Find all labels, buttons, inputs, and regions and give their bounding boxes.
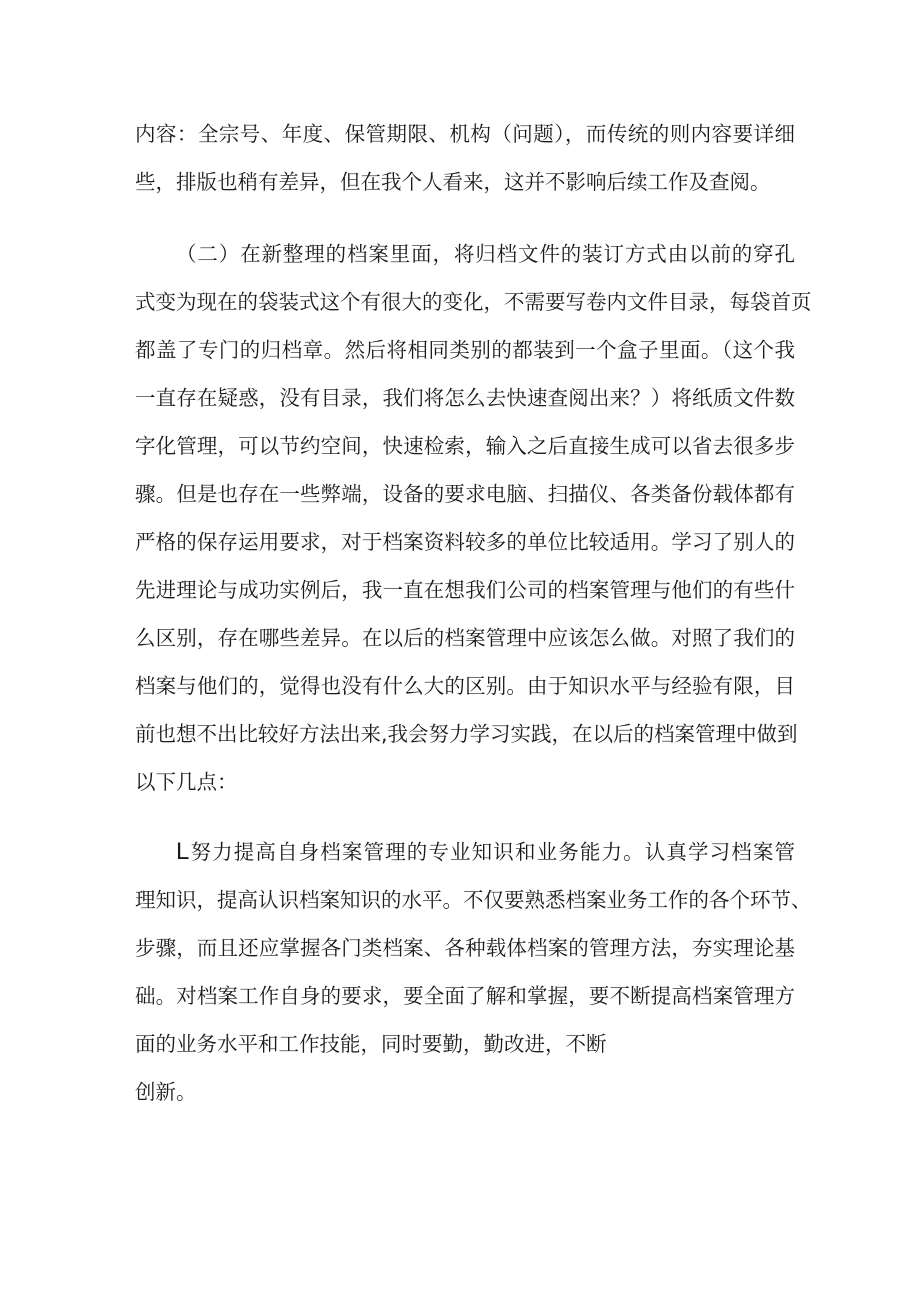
paragraph-2-line-1: （二）在新整理的档案里面，将归档文件的装订方式由以前的穿孔 <box>176 242 795 266</box>
paragraph-3-line-3: 步骤，而且还应掌握各门类档案、各种载体档案的管理方法，夯实理论基 <box>135 936 795 960</box>
paragraph-2-line-9: 么区别，存在哪些差异。在以后的档案管理中应该怎么做。对照了我们的 <box>135 626 795 650</box>
paragraph-3-line-2: 理知识，提高认识档案知识的水平。不仅要熟悉档案业务工作的各个环节、 <box>135 888 812 912</box>
paragraph-2-line-11: 前也想不出比较好方法出来,我会努力学习实践，在以后的档案管理中做到 <box>135 722 798 746</box>
paragraph-2-line-5: 字化管理，可以节约空间，快速检索，输入之后直接生成可以省去很多步 <box>135 434 795 458</box>
paragraph-2-line-10: 档案与他们的，觉得也没有什么大的区别。由于知识水平与经验有限，目 <box>135 674 795 698</box>
paragraph-3-line-1-text: 努力提高自身档案管理的专业知识和业务能力。认真学习档案管 <box>189 840 795 864</box>
paragraph-2-line-4: 一直存在疑惑，没有目录，我们将怎么去快速查阅出来？）将纸质文件数 <box>135 386 795 410</box>
paragraph-1-line-2: 些，排版也稍有差异，但在我个人看来，这并不影响后续工作及查阅。 <box>135 170 771 194</box>
paragraph-3-line-4: 础。对档案工作自身的要求，要全面了解和掌握，要不断提高档案管理方 <box>135 984 795 1008</box>
paragraph-2-line-7: 严格的保存运用要求，对于档案资料较多的单位比较适用。学习了别人的 <box>135 530 795 554</box>
list-marker: L <box>176 838 190 865</box>
paragraph-3-line-6: 创新。 <box>135 1080 197 1104</box>
paragraph-2-line-12: 以下几点： <box>135 770 238 794</box>
paragraph-2-line-6: 骤。但是也存在一些弊端，设备的要求电脑、扫描仪、各类备份载体都有 <box>135 482 795 506</box>
paragraph-2-line-3: 都盖了专门的归档章。然后将相同类别的都装到一个盒子里面。（这个我 <box>135 338 795 362</box>
paragraph-2-line-8: 先进理论与成功实例后，我一直在想我们公司的档案管理与他们的有些什 <box>135 578 795 602</box>
paragraph-3-line-1 <box>176 838 795 866</box>
paragraph-2-line-2: 式变为现在的袋装式这个有很大的变化，不需要写卷内文件目录，每袋首页 <box>135 290 812 314</box>
paragraph-1-line-1: 内容：全宗号、年度、保管期限、机构（问题），而传统的则内容要详细 <box>135 122 795 146</box>
paragraph-3-line-5: 面的业务水平和工作技能，同时要勤，勤改进，不断 <box>135 1032 607 1056</box>
